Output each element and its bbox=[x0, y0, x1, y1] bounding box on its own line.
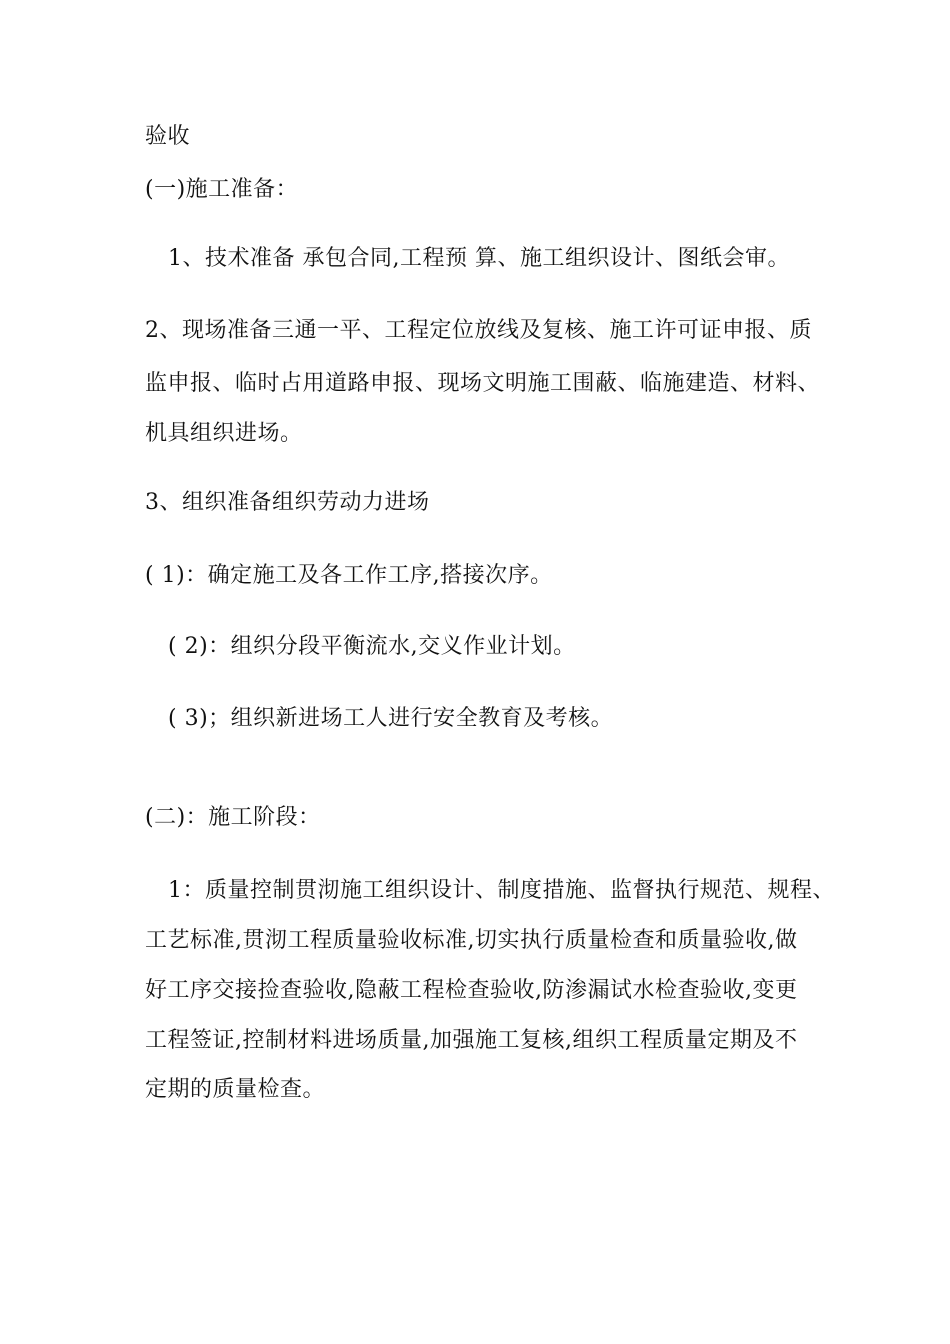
section2-item1-line3: 好工序交接捡查验收,隐蔽工程检查验收,防渗漏试水检查验收,变更 bbox=[145, 978, 798, 1003]
section2-item1-line5: 定期的质量检查。 bbox=[145, 1077, 326, 1102]
section1-item2-line3: 机具组织进场。 bbox=[145, 421, 303, 446]
section1-item1: 1、技术准备 承包合同,工程预 算、施工组织设计、图纸会审。 bbox=[168, 246, 790, 271]
title-line: 验收 bbox=[145, 124, 191, 149]
section1-sub3: ( 3)；组织新进场工人进行安全教育及考核。 bbox=[168, 706, 614, 731]
section1-item2-line1: 2、现场准备三通一平、工程定位放线及复核、施工许可证申报、质 bbox=[145, 318, 812, 343]
section1-item3: 3、组织准备组织劳动力进场 bbox=[145, 490, 430, 515]
section1-heading: (一)施工准备： bbox=[145, 177, 299, 202]
section2-item1-line4: 工程签证,控制材料进场质量,加强施工复核,组织工程质量定期及不 bbox=[145, 1028, 798, 1053]
section1-sub1: ( 1)：确定施工及各工作工序,搭接次序。 bbox=[145, 563, 553, 588]
section1-item2-line2: 监申报、临时占用道路申报、现场文明施工围蔽、临施建造、材料、 bbox=[145, 371, 821, 396]
section2-heading: (二)：施工阶段： bbox=[145, 805, 321, 830]
section1-sub2: ( 2)：组织分段平衡流水,交义作业计划。 bbox=[168, 634, 576, 659]
section2-item1-line1: 1：质量控制贯沏施工组织设计、制度措施、监督执行规范、规程、 bbox=[168, 878, 835, 903]
section2-item1-line2: 工艺标准,贯沏工程质量验收标准,切实执行质量检查和质量验收,做 bbox=[145, 928, 798, 953]
